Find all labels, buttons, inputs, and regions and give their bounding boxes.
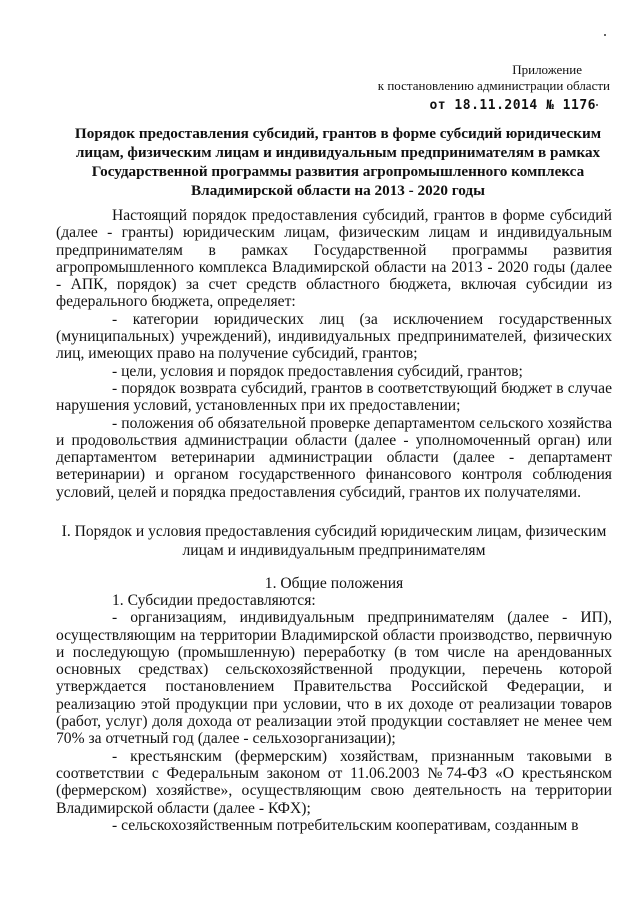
resolution-date-number: от 18.11.2014 № 1176: [429, 98, 596, 113]
section-list-item: - сельскохозяйственным потребительским кооперативам, созданным в: [112, 816, 579, 834]
scan-speck: [604, 34, 606, 36]
intro-list-item: - цели, условия и порядок предоставления субсидий, грантов;: [112, 362, 523, 380]
section-title: I. Порядок и условия предоставления субсидий юридическим лицам, физическим лицам и индивидуальным предпринимателям: [61, 523, 607, 559]
appendix-reference: к постановлению администрации области: [377, 78, 610, 93]
intro-block: [56, 207, 612, 501]
section-body: [56, 592, 612, 834]
section-lead: 1. Субсидии предоставляются:: [112, 592, 316, 609]
intro-list-item: - категории юридических лиц (за исключением государственных (муниципальных) учреждений), индивидуальных предпринимателей, физических лиц, имеющих право на получение субсидий, грантов;: [56, 310, 612, 363]
subsection-title: 1. Общие положения: [264, 575, 404, 592]
scan-speck: [596, 104, 598, 106]
appendix-header: [378, 62, 610, 114]
appendix-label: Приложение: [512, 62, 582, 77]
intro-paragraph: Настоящий порядок предоставления субсидий, грантов в форме субсидий (далее - гранты) юридическим лицам, физическим лицам и индивидуальным предпринимателям в рамках Государственной программы развития агропромышленного комплекса Владимирской области на 2013 - 2020 годы (далее - АПК, порядок) за счет средств областного бюджета, включая субсидии из федерального бюджета, определяет:: [56, 207, 612, 311]
intro-list-item: - порядок возврата субсидий, грантов в соответствующий бюджет в случае нарушения условий, установленных при их предоставлении;: [56, 379, 612, 415]
intro-list-item: - положения об обязательной проверке департаментом сельского хозяйства и продовольствия администрации области (далее - уполномоченный орган) или департаментом ветеринарии администрации области (далее - департамент ветеринарии) и органом государственного финансового контроля соблюдения условий, целей и порядка предоставления субсидий, грантов их получателями.: [56, 414, 612, 501]
section-list-item: - крестьянским (фермерским) хозяйствам, признанным таковыми в соответствии с Федеральным законом от 11.06.2003 №74-ФЗ «О крестьянском (фермерском) хозяйстве», осуществляющим свою деятельность на территории Владимирской области (далее - КФХ);: [56, 747, 612, 817]
section-list-item: - организациям, индивидуальным предпринимателям (далее - ИП), осуществляющим на территории Владимирской области производство, первичную и последующую (промышленную) переработку (в том числе на арендованных основных средствах) сельскохозяйственной продукции, перечень которой утверждается постановлением Правительства Российской Федерации, и реализацию этой продукции при условии, что в их доходе от реализации товаров (работ, услуг) доля дохода от реализации этой продукции составляет не менее чем 70% за отчетный год (далее - сельхозорганизации);: [56, 609, 612, 748]
document-title: Порядок предоставления субсидий, грантов в форме субсидий юридическим лицам, физическим лицам и индивидуальным предпринимателям в рамках Государственной программы развития агропромышленного комплекса Владимирской области на 2013 - 2020 годы: [74, 125, 602, 199]
